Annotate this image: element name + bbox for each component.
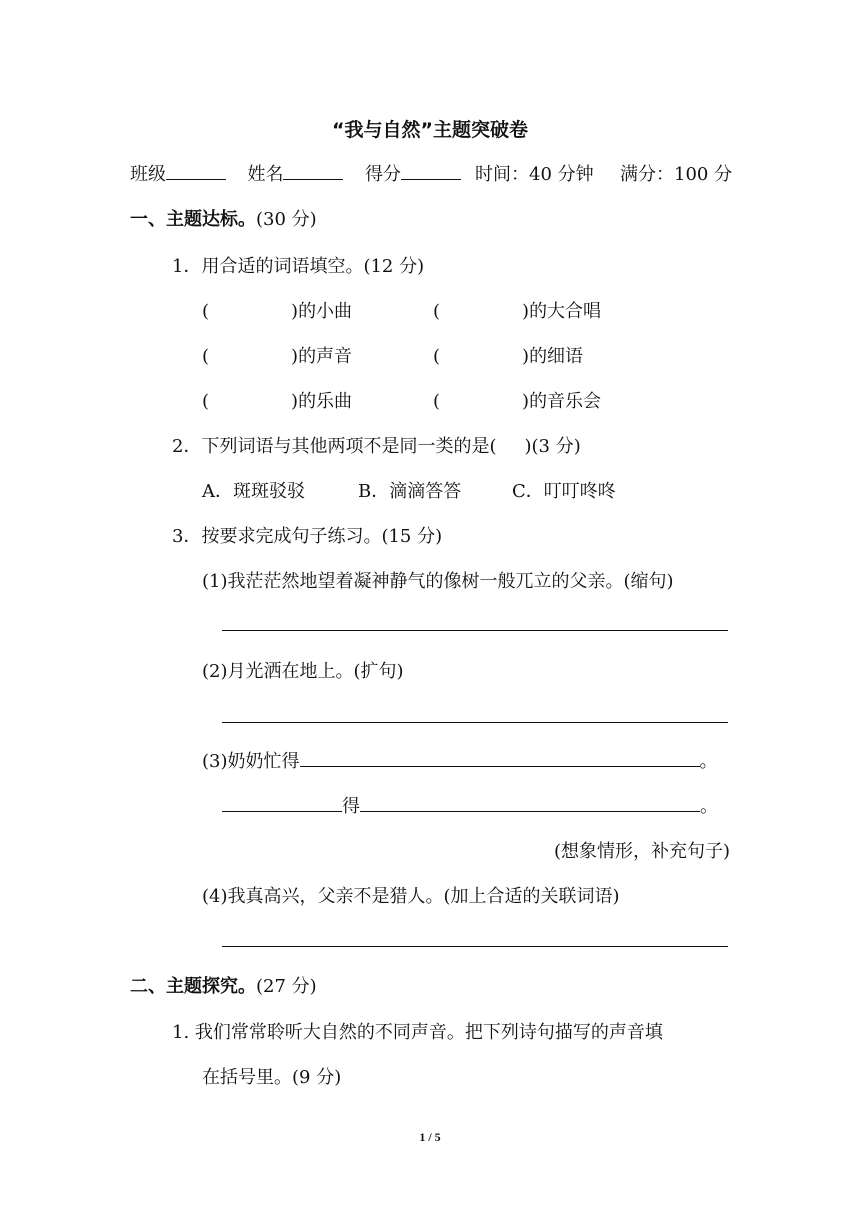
answer-line-1[interactable] — [222, 630, 728, 631]
fill-item-text: 的声音 — [298, 346, 353, 367]
q2-option-a: A．斑斑驳驳 — [202, 481, 305, 502]
q3-prompt: 3．按要求完成句子练习。(15 分) — [172, 526, 443, 547]
score-blank[interactable] — [401, 161, 461, 180]
fill-item: ( )的音乐会 — [433, 391, 602, 412]
q3-sentence-2: (2)月光洒在地上。(扩句) — [202, 661, 404, 682]
fill-item: ( )的小曲 — [202, 301, 353, 322]
fill-item-text: 的小曲 — [298, 301, 353, 322]
page-title: “我与自然”主题突破卷 — [332, 119, 528, 141]
q3-s3-note: (想象情形，补充句子) — [553, 841, 730, 862]
q3-s3-end: 。 — [699, 751, 718, 772]
q3-sentence-3b — [222, 792, 718, 818]
section1-points: (30 分) — [256, 209, 317, 230]
answer-blank-3c[interactable] — [360, 793, 700, 812]
q3-s3b-mid: 得 — [342, 796, 360, 817]
section2-heading — [130, 972, 317, 998]
q3-s3-prefix: (3)奶奶忙得 — [202, 751, 300, 772]
q2-option-c: C．叮叮咚咚 — [512, 481, 616, 502]
fill-item: ( )的乐曲 — [202, 391, 353, 412]
answer-blank-3b[interactable] — [222, 793, 342, 812]
q2-option-b: B．滴滴答答 — [358, 481, 462, 502]
q1-prompt: 1．用合适的词语填空。(12 分) — [172, 256, 425, 277]
fill-item: ( )的细语 — [433, 346, 584, 367]
fill-item-text: 的大合唱 — [529, 301, 602, 322]
q2-points: )(3 分) — [524, 436, 581, 457]
section2-title: 二、主题探究。 — [130, 976, 256, 997]
section2-points: (27 分) — [256, 976, 317, 997]
answer-blank-3a[interactable] — [300, 748, 700, 767]
s2-q1-line2: 在括号里。(9 分) — [202, 1067, 342, 1088]
fill-item: ( )的大合唱 — [433, 301, 602, 322]
full-score-info: 满分：100 分 — [620, 164, 733, 185]
name-blank[interactable] — [283, 161, 343, 180]
s2-q1-line1: 1. 我们常常聆听大自然的不同声音。把下列诗句描写的声音填 — [172, 1022, 663, 1043]
q3-sentence-1: (1)我茫茫然地望着凝神静气的像树一般兀立的父亲。(缩句) — [202, 571, 674, 592]
q3-sentence-3 — [202, 747, 718, 773]
class-blank[interactable] — [166, 161, 226, 180]
page-number: 1 / 5 — [419, 1130, 441, 1144]
fill-item-text: 的乐曲 — [298, 391, 353, 412]
q3-sentence-4: (4)我真高兴，父亲不是猎人。(加上合适的关联词语) — [202, 886, 620, 907]
section1-title: 一、主题达标。 — [130, 209, 256, 230]
fill-item-text: 的细语 — [529, 346, 584, 367]
fill-item: ( )的声音 — [202, 346, 353, 367]
q2-prompt — [172, 432, 581, 458]
fill-item-text: 的音乐会 — [529, 391, 602, 412]
name-label: 姓名 — [247, 164, 284, 185]
score-label: 得分 — [364, 164, 401, 185]
section1-heading — [130, 205, 317, 231]
q2-text: 2．下列词语与其他两项不是同一类的是( — [172, 436, 497, 457]
answer-line-2[interactable] — [222, 722, 728, 723]
answer-line-4[interactable] — [222, 946, 728, 947]
student-info-line — [130, 160, 461, 186]
time-info: 时间：40 分钟 — [475, 164, 594, 185]
q3-s3b-end: 。 — [700, 796, 718, 817]
class-label: 班级 — [130, 164, 166, 185]
